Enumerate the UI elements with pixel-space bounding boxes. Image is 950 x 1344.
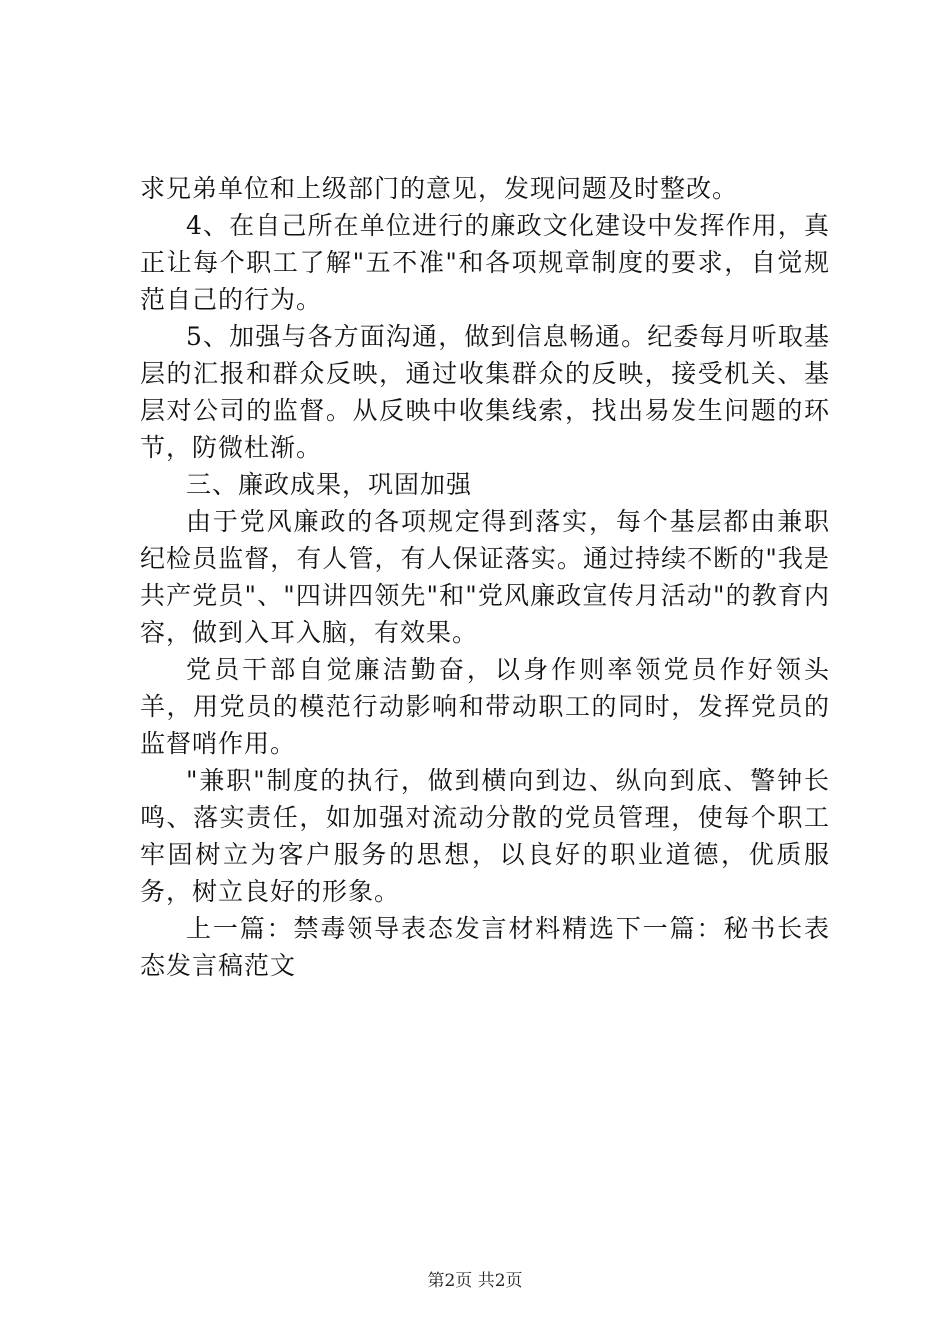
- document-body: [140, 170, 830, 984]
- paragraph-1: 求兄弟单位和上级部门的意见，发现问题及时整改。: [140, 174, 739, 203]
- page-number-footer: 第2页 共2页: [427, 1271, 523, 1291]
- paragraph-2: 4、在自己所在单位进行的廉政文化建设中发挥作用，真正让每个职工了解"五不准"和各项规章制度的要求，自觉规范自己的行为。: [140, 211, 830, 314]
- paragraph-6: "兼职"制度的执行，做到横向到边、纵向到底、警钟长鸣、落实责任，如加强对流动分散的党员管理，使每个职工牢固树立为客户服务的思想，以良好的职业道德，优质服务，树立良好的形象。: [140, 766, 830, 906]
- paragraph-3: 5、加强与各方面沟通，做到信息畅通。纪委每月听取基层的汇报和群众反映，通过收集群众的反映，接受机关、基层对公司的监督。从反映中收集线索，找出易发生问题的环节，防微杜渐。: [140, 322, 830, 462]
- paragraph-5: 党员干部自觉廉洁勤奋，以身作则率领党员作好领头羊，用党员的模范行动影响和带动职工的同时，发挥党员的监督哨作用。: [140, 655, 830, 758]
- section-heading: 三、廉政成果，巩固加强: [186, 470, 473, 499]
- paragraph-4: 由于党风廉政的各项规定得到落实，每个基层都由兼职纪检员监督，有人管，有人保证落实。通过持续不断的"我是共产党员"、"四讲四领先"和"党风廉政宣传月活动"的教育内容，做到入耳入脑，有效果。: [140, 507, 830, 647]
- prev-next-links[interactable]: 上一篇：禁毒领导表态发言材料精选下一篇：秘书长表态发言稿范文: [140, 914, 830, 980]
